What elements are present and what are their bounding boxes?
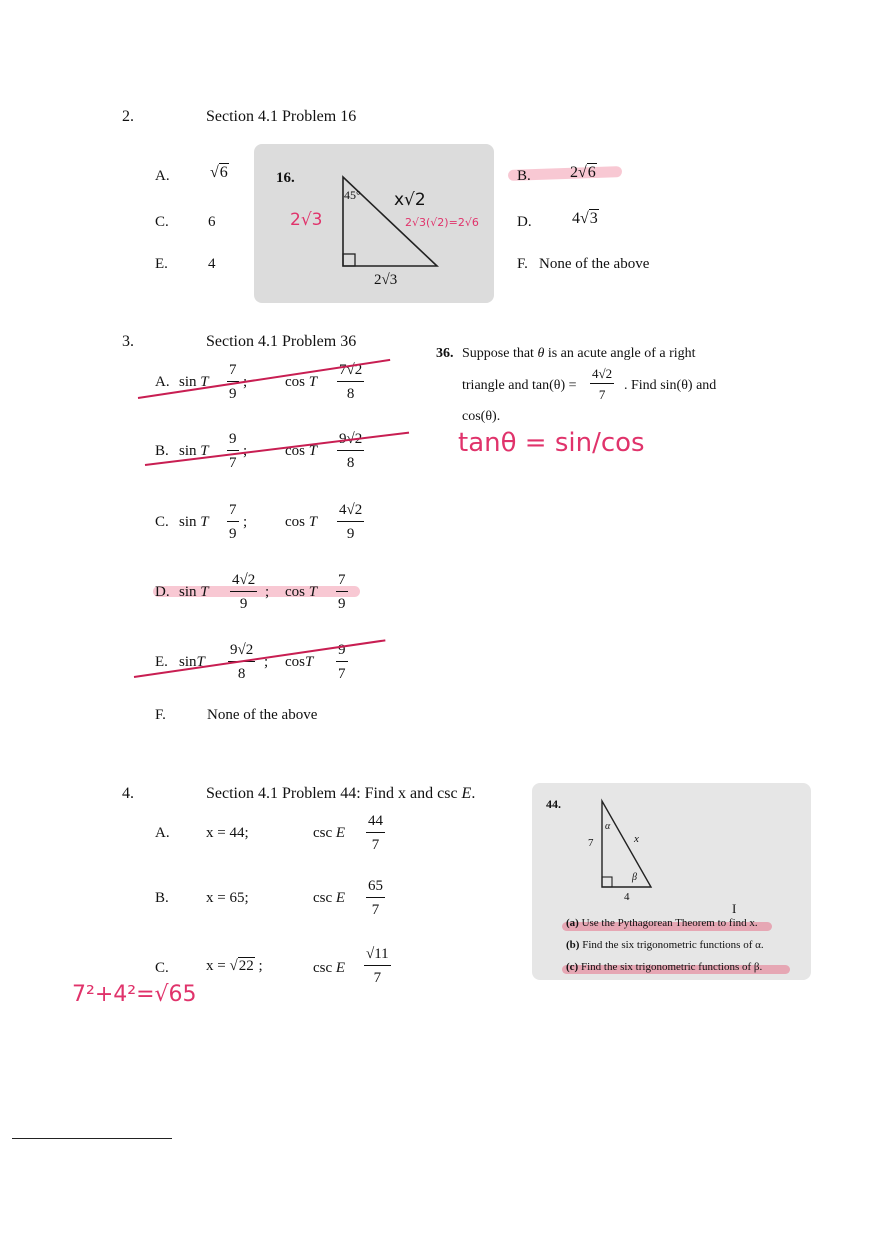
q2-option-a-value: √6 [210,164,228,181]
q3-problem-line2a: triangle and tan(θ) = [462,378,577,393]
q4-option-c-letter: C. [155,960,169,976]
q3-option-b-letter: B. [155,443,169,459]
q4-option-a-csc-fraction: 44 7 [368,813,383,853]
q3-option-b-cos: cos T [285,443,318,459]
q4-option-c-csc-fraction: √11 7 [366,946,389,986]
q3-option-d-sin: sin T [179,584,209,600]
q4-option-b-x: x = 65; [206,890,249,906]
q4-photo-part-b: (b) Find the six trigonometric functions of α. [566,939,764,951]
q2-option-d-letter: D. [517,214,532,230]
q3-problem-line1: Suppose that θ is an acute angle of a right [462,346,696,361]
q3-option-c-cos: cos T [285,514,318,530]
q3-option-e-strike [134,639,386,678]
q3-option-e-cos-fraction: 9 7 [338,642,346,682]
q2-option-b-value: 2√6 [570,164,596,181]
q4-photo-side-bottom: 4 [624,891,630,903]
q3-option-d-letter: D. [155,584,170,600]
q2-photo-problem-number: 16. [276,170,295,186]
q2-photo-base-label: 2√3 [374,272,398,288]
q3-option-b-cos-fraction: 8 [337,431,364,471]
q3-option-c-cos-fraction: 4√2 9 [339,502,363,542]
q2-option-c-value: 6 [208,214,216,230]
q3-option-e-letter: E. [155,654,168,670]
q3-option-b-sin-fraction: 9 7 [229,431,237,471]
q4-photo-beta: β [632,872,637,883]
q2-option-e-value: 4 [208,256,216,272]
q3-option-f-letter: F. [155,707,166,723]
q3-option-e-cos: cosT [285,654,314,670]
q2-option-f-letter: F. [517,256,528,272]
q4-photo-part-a: (a) Use the Pythagorean Theorem to find x. [566,917,758,929]
q4-problem-photo [532,783,811,980]
q4-option-a-x: x = 44; [206,825,249,841]
q2-option-f-value: None of the above [539,256,650,272]
q3-option-d-cos: cos T [285,584,318,600]
q3-option-d-cos-fraction: 7 9 [338,572,346,612]
q4-option-b-letter: B. [155,890,169,906]
q3-option-c-sin-fraction: 7 9 [229,502,237,542]
q3-option-e-sin: sinT [179,654,205,670]
q3-option-a-cos: cos T [285,374,318,390]
q3-problem-tan-fraction: 4√2 7 [592,366,613,402]
footnote-rule [12,1138,172,1139]
q2-option-e-letter: E. [155,256,168,272]
q4-option-c-csc: csc E [313,960,346,976]
q3-option-c-sep: ; [243,514,248,530]
q3-option-a-sin-fraction: 7 9 [229,362,237,402]
q2-problem-photo [254,144,494,303]
q3-option-c-letter: C. [155,514,169,530]
q3-ink-note: tanθ = sin/cos [458,428,645,458]
q2-ink-side-value: 2√3 [290,210,323,230]
q2-option-a-letter: A. [155,168,170,184]
q4-photo-side-left: 7 [588,837,594,849]
q2-option-b-letter: B. [517,168,531,184]
q4-option-c-x: x = √22 ; [206,958,263,974]
q3-option-c-sin: sin T [179,514,209,530]
q3-option-d-sep: ; [265,584,270,600]
q4-option-a-letter: A. [155,825,170,841]
q3-option-b-sin: sin T [179,443,209,459]
q4-option-b-csc-fraction: 65 7 [368,878,383,918]
q2-photo-hyp-label: x√2 [394,190,426,210]
q4-title: Section 4.1 Problem 44: Find x and csc E. [206,785,476,802]
q2-option-c-letter: C. [155,214,169,230]
q4-number: 4. [122,785,134,802]
q3-option-a-cos-fraction: 7√2 8 [339,362,363,402]
q4-photo-hyp: x [634,833,639,845]
q3-option-d-sin-fraction: 4√2 9 [232,572,256,612]
q3-number: 3. [122,333,134,350]
q4-option-b-csc: csc E [313,890,346,906]
q3-option-f-text: None of the above [207,707,318,723]
q3-problem-number: 36. [436,346,454,361]
q3-option-a-sin: sin T [179,374,209,390]
q3-option-e-sin-fraction: 9√2 8 [230,642,254,682]
q2-number: 2. [122,108,134,125]
q3-option-e-sep: ; [264,654,269,670]
q4-option-a-csc: csc E [313,825,346,841]
q4-photo-cursor: I [732,901,737,916]
q4-photo-problem-number: 44. [546,797,561,811]
q4-photo-alpha: α [605,821,611,832]
q3-problem-line3: cos(θ). [462,409,501,424]
q3-option-a-letter: A. [155,374,170,390]
q4-ink-note: 7²+4²=√65 [72,982,197,1007]
q2-title: Section 4.1 Problem 16 [206,108,357,125]
q4-photo-part-c: (c) Find the six trigonometric functions of β. [566,961,763,973]
q3-title: Section 4.1 Problem 36 [206,333,357,350]
q2-photo-angle: 45° [344,188,361,202]
q3-problem-line2b: . Find sin(θ) and [624,378,717,393]
q2-option-d-value: 4√3 [572,210,598,227]
q2-ink-hyp-calc: 2√3(√2)=2√6 [405,216,479,229]
